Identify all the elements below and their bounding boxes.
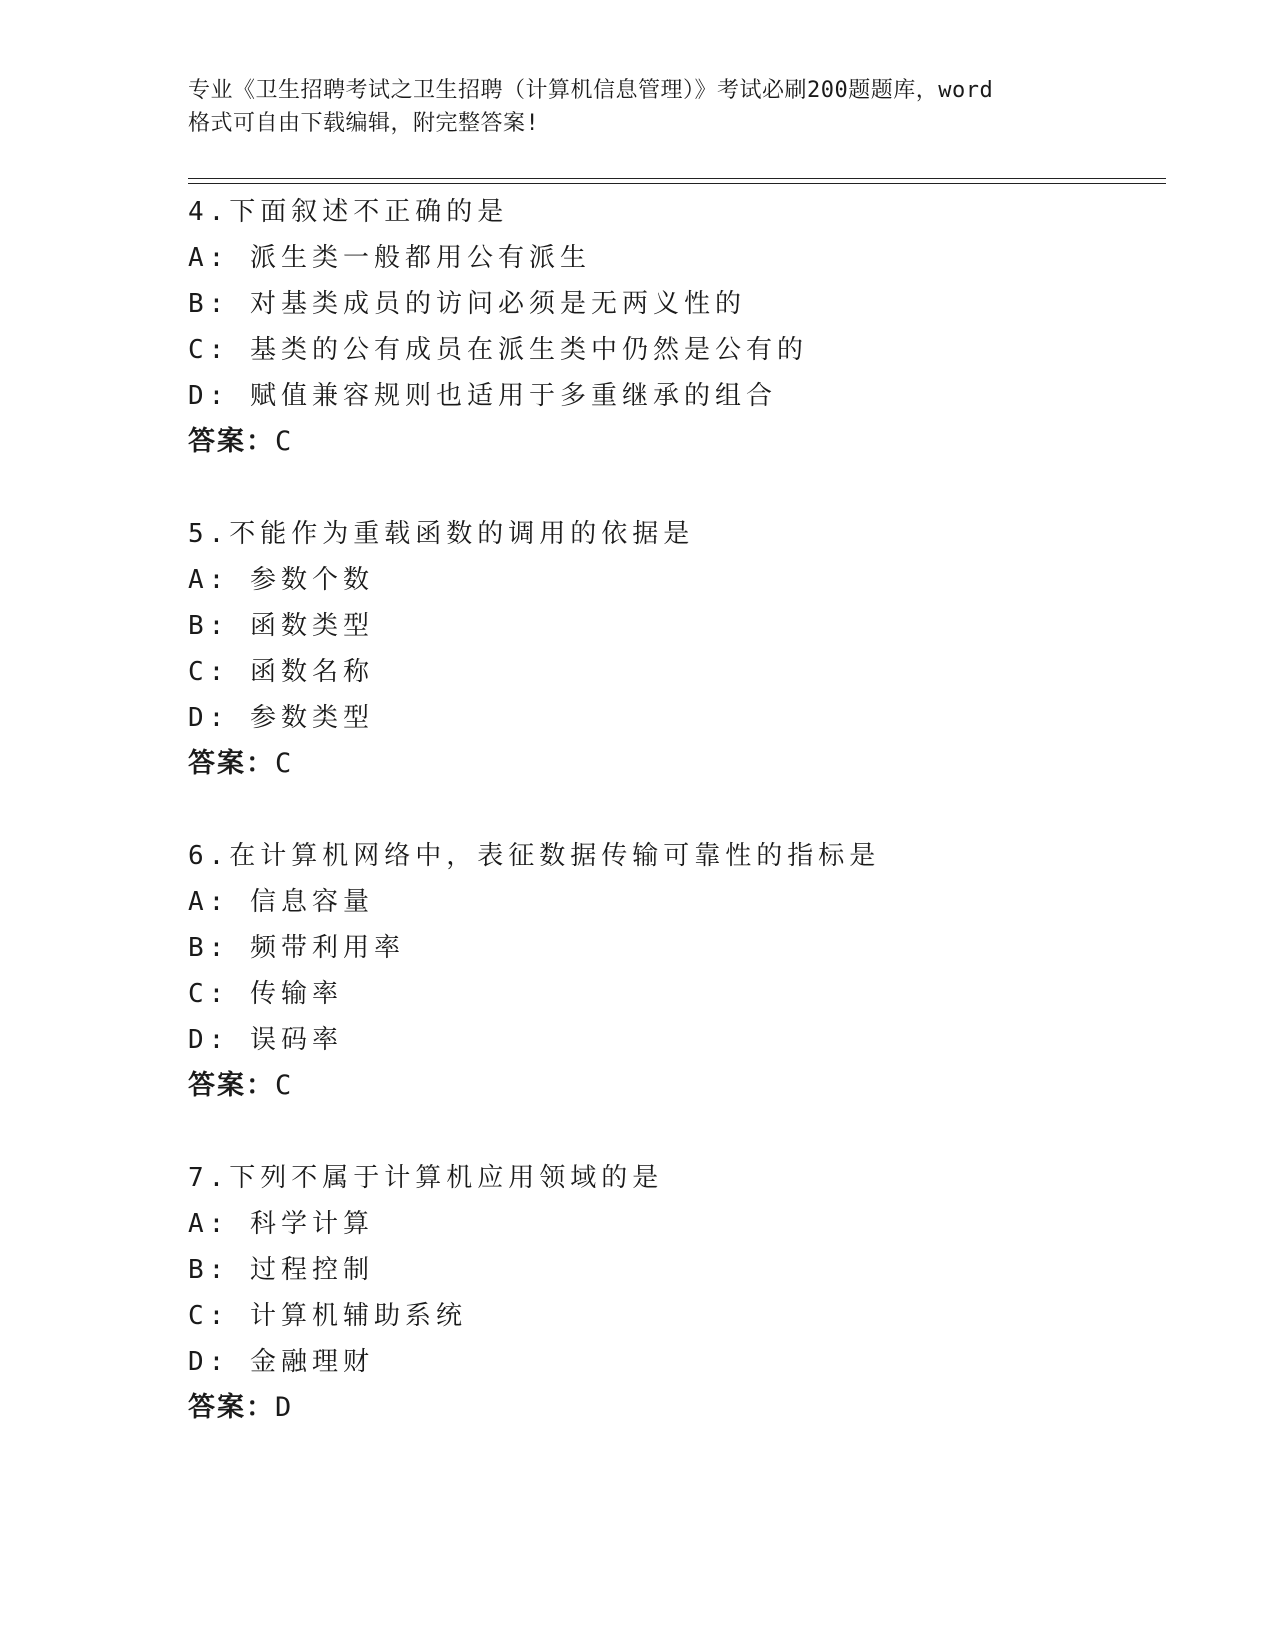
question-stem: 6.在计算机网络中，表征数据传输可靠性的指标是 (188, 841, 881, 871)
option-b: B: 过程控制 (188, 1255, 374, 1285)
question-stem: 5.不能作为重载函数的调用的依据是 (188, 519, 695, 549)
answer-line (188, 419, 1168, 465)
answer-label: 答案： (188, 748, 275, 779)
question-block (188, 833, 1168, 1109)
question-stem: 7.下列不属于计算机应用领域的是 (188, 1163, 664, 1193)
option-d: D: 金融理财 (188, 1347, 374, 1377)
question-block (188, 511, 1168, 787)
option-c: C: 函数名称 (188, 657, 374, 687)
option-c: C: 计算机辅助系统 (188, 1301, 467, 1331)
question-block (188, 189, 1168, 465)
answer-line (188, 741, 1168, 787)
option-b: B: 对基类成员的访问必须是无两义性的 (188, 289, 746, 319)
answer-label: 答案： (188, 1392, 275, 1423)
answer-value: D (275, 1392, 293, 1423)
header-divider-bottom (188, 183, 1166, 184)
answer-label: 答案： (188, 426, 275, 457)
answer-value: C (275, 1070, 293, 1101)
answer-label: 答案： (188, 1070, 275, 1101)
question-block (188, 1155, 1168, 1431)
option-a: A: 派生类一般都用公有派生 (188, 243, 591, 273)
option-b: B: 频带利用率 (188, 933, 405, 963)
option-d: D: 误码率 (188, 1025, 343, 1055)
option-a: A: 科学计算 (188, 1209, 374, 1239)
header-divider-top (188, 178, 1166, 179)
header-line-2: 格式可自由下载编辑，附完整答案! (188, 111, 540, 136)
answer-line (188, 1385, 1168, 1431)
answer-value: C (275, 748, 293, 779)
option-c: C: 传输率 (188, 979, 343, 1009)
option-b: B: 函数类型 (188, 611, 374, 641)
option-a: A: 参数个数 (188, 565, 374, 595)
option-a: A: 信息容量 (188, 887, 374, 917)
option-c: C: 基类的公有成员在派生类中仍然是公有的 (188, 335, 808, 365)
answer-value: C (275, 426, 293, 457)
document-header (188, 74, 1088, 140)
question-stem: 4.下面叙述不正确的是 (188, 197, 509, 227)
option-d: D: 参数类型 (188, 703, 374, 733)
option-d: D: 赋值兼容规则也适用于多重继承的组合 (188, 381, 777, 411)
answer-line (188, 1063, 1168, 1109)
header-line-1: 专业《卫生招聘考试之卫生招聘（计算机信息管理）》考试必刷200题题库，word (188, 78, 994, 103)
